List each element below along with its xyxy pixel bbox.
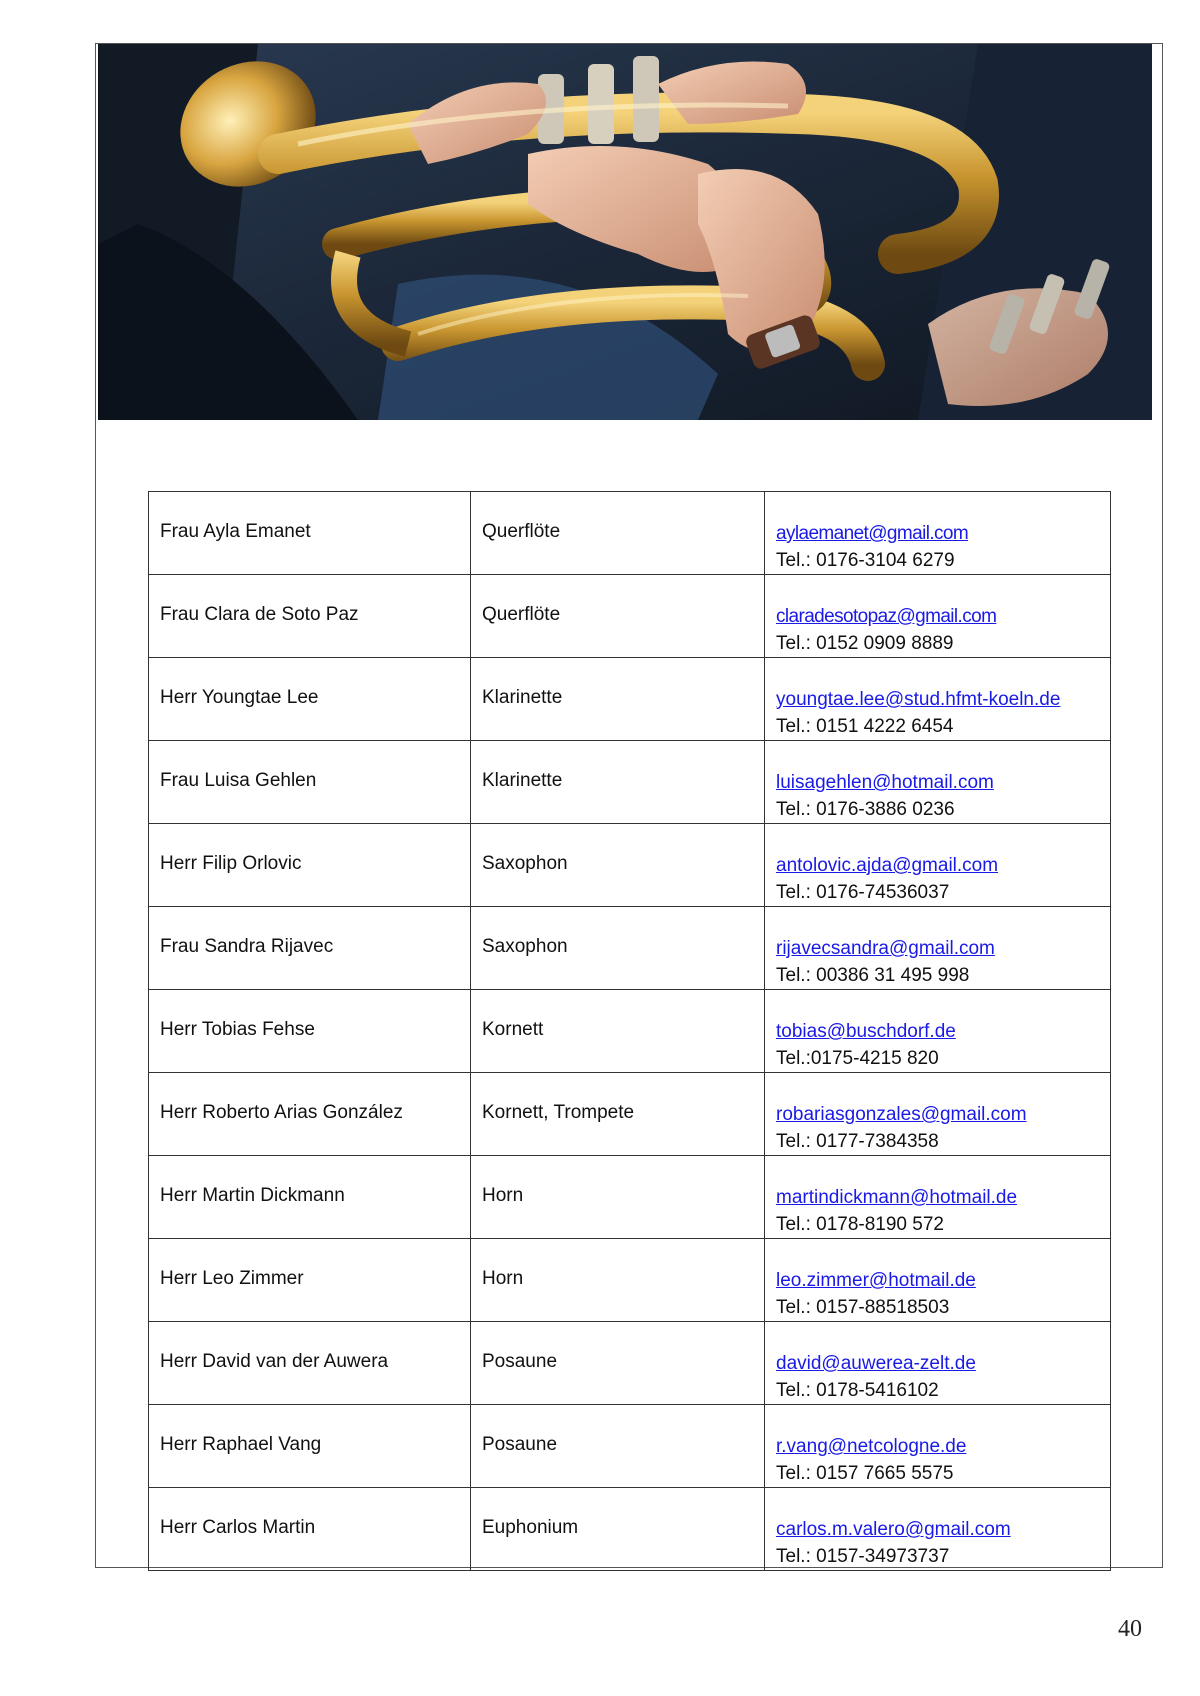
contact-name: Herr Filip Orlovic (149, 824, 471, 907)
contact-details (765, 1322, 1111, 1405)
phone-number: Tel.:0175-4215 820 (776, 1048, 939, 1069)
contact-name: Herr David van der Auwera (149, 1322, 471, 1405)
phone-number: Tel.: 0152 0909 8889 (776, 633, 954, 654)
contact-details (765, 1488, 1111, 1571)
email-link[interactable]: aylaemanet@gmail.com (776, 523, 969, 544)
phone-number: Tel.: 0151 4222 6454 (776, 716, 954, 737)
email-link[interactable]: rijavecsandra@gmail.com (776, 938, 995, 959)
table-row (149, 575, 1111, 658)
page-number: 40 (1118, 1616, 1142, 1642)
table-row (149, 1488, 1111, 1571)
phone-number: Tel.: 0177-7384358 (776, 1131, 939, 1152)
contacts-table (148, 491, 1111, 1571)
contact-name: Herr Youngtae Lee (149, 658, 471, 741)
table-row (149, 741, 1111, 824)
email-link[interactable]: martindickmann@hotmail.de (776, 1187, 1018, 1208)
phone-number: Tel.: 0157 7665 5575 (776, 1463, 954, 1484)
phone-number: Tel.: 0176-3886 0236 (776, 799, 955, 820)
contact-instrument: Euphonium (471, 1488, 765, 1571)
contact-details (765, 990, 1111, 1073)
email-link[interactable]: leo.zimmer@hotmail.de (776, 1270, 976, 1291)
email-link[interactable]: carlos.m.valero@gmail.com (776, 1519, 1011, 1540)
contact-details (765, 1239, 1111, 1322)
contact-instrument: Kornett (471, 990, 765, 1073)
phone-number: Tel.: 00386 31 495 998 (776, 965, 970, 986)
contact-instrument: Klarinette (471, 658, 765, 741)
email-link[interactable]: youngtae.lee@stud.hfmt-koeln.de (776, 689, 1061, 710)
contact-name: Herr Martin Dickmann (149, 1156, 471, 1239)
table-row (149, 658, 1111, 741)
contact-details (765, 824, 1111, 907)
contact-name: Herr Roberto Arias González (149, 1073, 471, 1156)
trumpet-photo-icon (98, 44, 1152, 420)
email-link[interactable]: luisagehlen@hotmail.com (776, 772, 994, 793)
contact-instrument: Horn (471, 1156, 765, 1239)
contact-name: Herr Leo Zimmer (149, 1239, 471, 1322)
contact-name: Herr Carlos Martin (149, 1488, 471, 1571)
table-row (149, 1405, 1111, 1488)
contact-details (765, 492, 1111, 575)
contact-instrument: Posaune (471, 1405, 765, 1488)
contact-name: Frau Luisa Gehlen (149, 741, 471, 824)
email-link[interactable]: tobias@buschdorf.de (776, 1021, 956, 1042)
contact-instrument: Posaune (471, 1322, 765, 1405)
table-row (149, 1322, 1111, 1405)
contact-details (765, 658, 1111, 741)
table-row (149, 1073, 1111, 1156)
contact-details (765, 741, 1111, 824)
email-link[interactable]: david@auwerea-zelt.de (776, 1353, 976, 1374)
contact-details (765, 1405, 1111, 1488)
contact-details (765, 1073, 1111, 1156)
contact-instrument: Saxophon (471, 824, 765, 907)
phone-number: Tel.: 0176-3104 6279 (776, 550, 955, 571)
table-row (149, 492, 1111, 575)
contact-name: Herr Tobias Fehse (149, 990, 471, 1073)
email-link[interactable]: robariasgonzales@gmail.com (776, 1104, 1027, 1125)
email-link[interactable]: antolovic.ajda@gmail.com (776, 855, 999, 876)
contact-name: Herr Raphael Vang (149, 1405, 471, 1488)
email-link[interactable]: r.vang@netcologne.de (776, 1436, 967, 1457)
contact-instrument: Kornett, Trompete (471, 1073, 765, 1156)
table-row (149, 824, 1111, 907)
contact-instrument: Querflöte (471, 575, 765, 658)
table-row (149, 990, 1111, 1073)
phone-number: Tel.: 0176-74536037 (776, 882, 950, 903)
email-link[interactable]: claradesotopaz@gmail.com (776, 606, 997, 627)
contact-instrument: Saxophon (471, 907, 765, 990)
table-row (149, 1239, 1111, 1322)
table-row (149, 1156, 1111, 1239)
contact-name: Frau Sandra Rijavec (149, 907, 471, 990)
contact-name: Frau Clara de Soto Paz (149, 575, 471, 658)
phone-number: Tel.: 0157-34973737 (776, 1546, 950, 1567)
phone-number: Tel.: 0157-88518503 (776, 1297, 950, 1318)
contact-details (765, 575, 1111, 658)
contact-instrument: Horn (471, 1239, 765, 1322)
contact-details (765, 1156, 1111, 1239)
phone-number: Tel.: 0178-8190 572 (776, 1214, 944, 1235)
table-row (149, 907, 1111, 990)
contact-instrument: Klarinette (471, 741, 765, 824)
contact-details (765, 907, 1111, 990)
phone-number: Tel.: 0178-5416102 (776, 1380, 939, 1401)
contact-name: Frau Ayla Emanet (149, 492, 471, 575)
contact-instrument: Querflöte (471, 492, 765, 575)
